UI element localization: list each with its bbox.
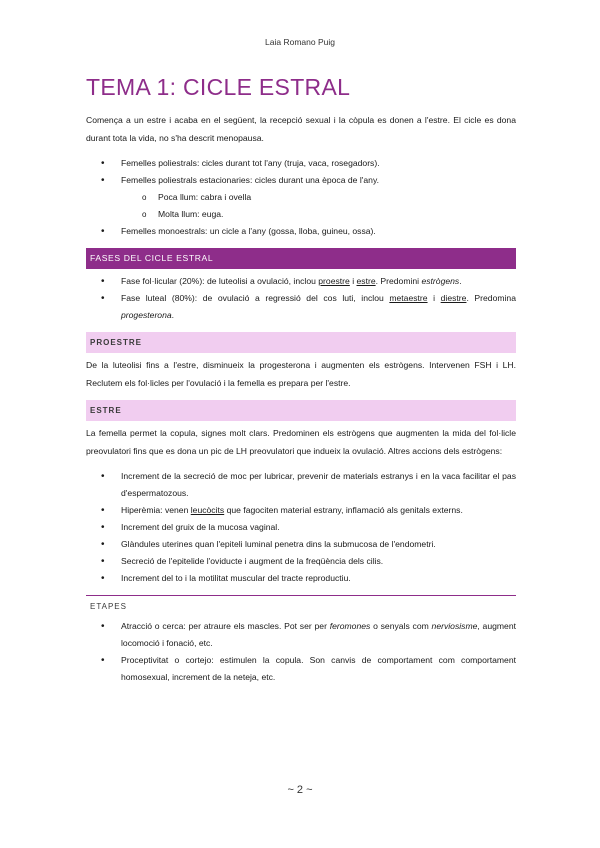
cycle-types-list: [86, 155, 516, 240]
page-title: TEMA 1: CICLE ESTRAL: [86, 74, 351, 100]
section-heading-etapes: ETAPES: [86, 595, 516, 614]
list-item: • Increment de la secreció de moc per lubricar, prevenir de materials estranys i en la vaca facilitar el pas d'espermatozous.: [86, 468, 516, 502]
section-heading-fases: FASES DEL CICLE ESTRAL: [86, 248, 516, 269]
list-item: • Increment del to i la motilitat muscular del tracte reproductiu.: [86, 570, 516, 587]
sub-list-item: o Molta llum: euga.: [86, 206, 516, 223]
phases-list: [86, 273, 516, 324]
section-heading-proestre: PROESTRE: [86, 332, 516, 353]
list-item: • Fase fol·licular (20%): de luteolisi a ovulació, inclou proestre i estre. Predomini estrògens.: [86, 273, 516, 290]
list-item: • Femelles poliestrals: cicles durant tot l'any (truja, vaca, rosegadors).: [86, 155, 516, 172]
estre-paragraph: La femella permet la copula, signes molt clars. Predominen els estrògens que augmenten la mida del fol·licle preovulatori fins que es dona un pic de LH preovulatori que indueix la ovulació. Altres accions dels estrògens:: [86, 428, 516, 456]
header-author: Laia Romano Puig: [265, 37, 335, 47]
page-number: ~ 2 ~: [287, 784, 313, 796]
list-item: • Secreció de l'epitelide l'oviducte i augment de la freqüència dels cilis.: [86, 553, 516, 570]
sub-list-item: o Poca llum: cabra i ovella: [86, 189, 516, 206]
intro-paragraph: Comença a un estre i acaba en el següent, la recepció sexual i la còpula es donen a l'estre. El cicle es dona durant tota la vida, no s'ha descrit menopausa.: [86, 115, 516, 143]
stages-list: [86, 618, 516, 686]
list-item: • Hiperèmia: venen leucòcits que fagociten material estrany, inflamació als genitals externs.: [86, 502, 516, 519]
list-item: • Glàndules uterines quan l'epiteli luminal penetra dins la submucosa de l'endometri.: [86, 536, 516, 553]
list-item: • Femelles poliestrals estacionaries: cicles durant una època de l'any.: [86, 172, 516, 189]
list-item: • Fase luteal (80%): de ovulació a regressió del cos luti, inclou metaestre i diestre. Predomina progesterona.: [86, 290, 516, 324]
section-heading-estre: ESTRE: [86, 400, 516, 421]
proestre-paragraph: De la luteolisi fins a l'estre, disminueix la progesterona i augmenten els estrògens. Intervenen FSH i LH. Reclutem els fol·licles per l'ovulació i la femella es prepara per l'estre.: [86, 360, 516, 388]
estrogen-actions-list: [86, 468, 516, 587]
list-item: • Increment del gruix de la mucosa vaginal.: [86, 519, 516, 536]
list-item: • Proceptivitat o cortejo: estimulen la copula. Son canvis de comportament com comportament homosexual, increment de la neteja, etc.: [86, 652, 516, 686]
document-body: [86, 112, 516, 686]
list-item: • Femelles monoestrals: un cicle a l'any (gossa, lloba, guineu, ossa).: [86, 223, 516, 240]
list-item: • Atracció o cerca: per atraure els mascles. Pot ser per feromones o senyals com nerviosisme, augment locomoció i fonació, etc.: [86, 618, 516, 652]
